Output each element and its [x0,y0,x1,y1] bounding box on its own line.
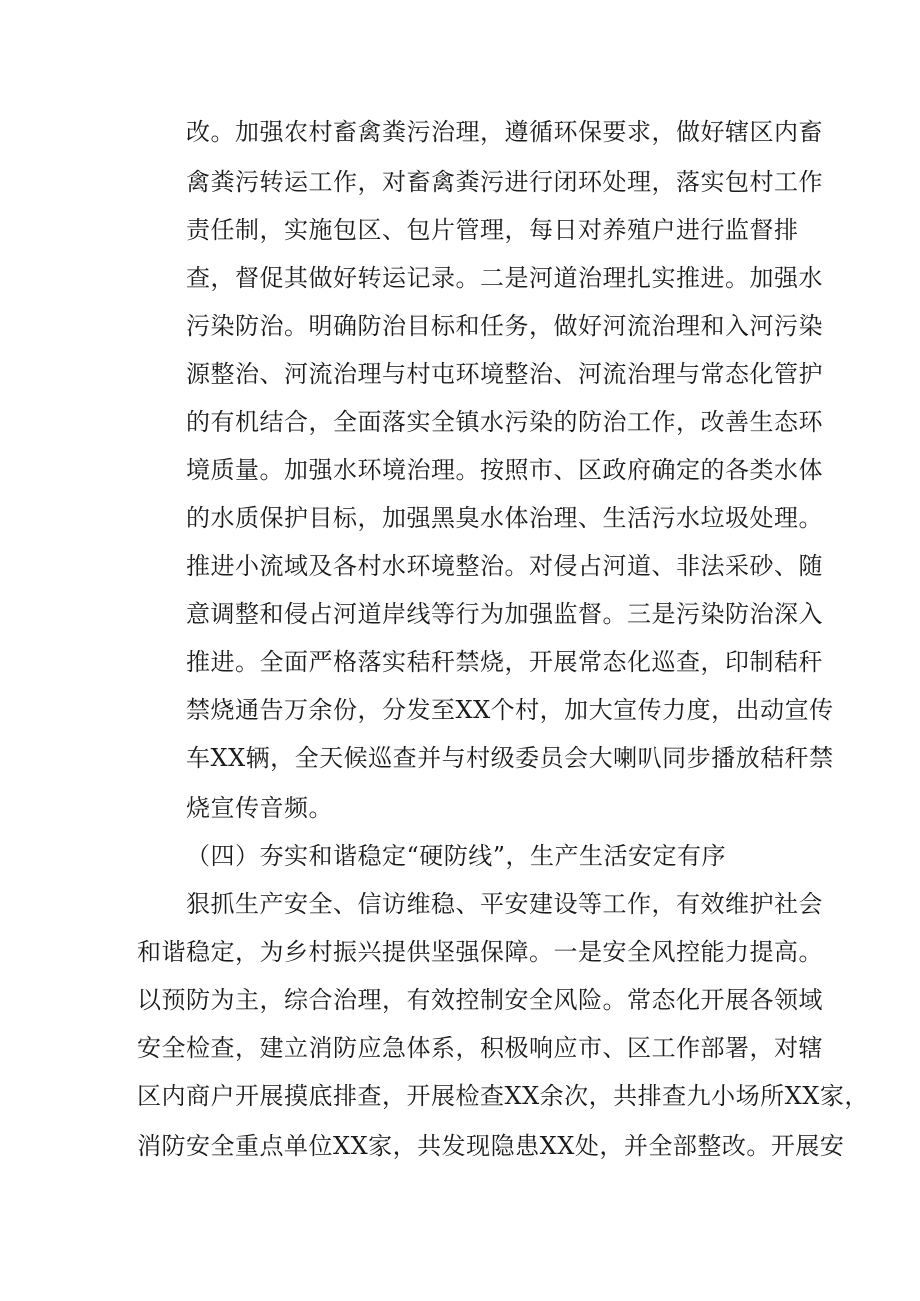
section-heading: （四）夯实和谐稳定“硬防线”，生产生活安定有序 [186,842,727,870]
paragraph-line: 禁烧通告万余份，分发至XX个村，加大宣传力度，出动宣传 [186,696,834,724]
paragraph-line: 区内商户开展摸底排查，开展检查XX余次，共排查九小场所XX家， [137,1082,869,1110]
paragraph-line: 改。加强农村畜禽粪污治理，遵循环保要求，做好辖区内畜 [186,118,823,146]
paragraph-line: 污染防治。明确防治目标和任务，做好河流治理和入河污染 [186,312,823,340]
paragraph-line: 烧宣传音频。 [186,794,333,822]
paragraph-line: 消防安全重点单位XX家，共发现隐患XX处，并全部整改。开展安 [137,1132,845,1160]
paragraph-line: 境质量。加强水环境治理。按照市、区政府确定的各类水体 [186,456,823,484]
paragraph-line: 的水质保护目标，加强黑臭水体治理、生活污水垃圾处理。 [186,504,823,532]
paragraph-line: 源整治、河流治理与村屯环境整治、河流治理与常态化管护 [186,360,823,388]
paragraph-line: 车XX辆，全天候巡查并与村级委员会大喇叭同步播放秸秆禁 [186,744,834,772]
paragraph-line: 推进小流域及各村水环境整治。对侵占河道、非法采砂、随 [186,552,823,580]
paragraph-line: 责任制，实施包区、包片管理，每日对养殖户进行监督排 [186,216,799,244]
paragraph-line: 狠抓生产安全、信访维稳、平安建设等工作，有效维护社会 [186,890,823,918]
paragraph-line: 和谐稳定，为乡村振兴提供坚强保障。一是安全风控能力提高。 [137,938,823,966]
paragraph-line: 安全检查，建立消防应急体系，积极响应市、区工作部署，对辖 [137,1034,823,1062]
paragraph-line: 查，督促其做好转运记录。二是河道治理扎实推进。加强水 [186,264,823,292]
paragraph-line: 以预防为主，综合治理，有效控制安全风险。常态化开展各领域 [137,986,823,1014]
paragraph-line: 意调整和侵占河道岸线等行为加强监督。三是污染防治深入 [186,600,823,628]
paragraph-line: 禽粪污转运工作，对畜禽粪污进行闭环处理，落实包村工作 [186,168,823,196]
paragraph-line: 的有机结合，全面落实全镇水污染的防治工作，改善生态环 [186,408,823,436]
paragraph-line: 推进。全面严格落实秸秆禁烧，开展常态化巡查，印制秸秆 [186,648,823,676]
